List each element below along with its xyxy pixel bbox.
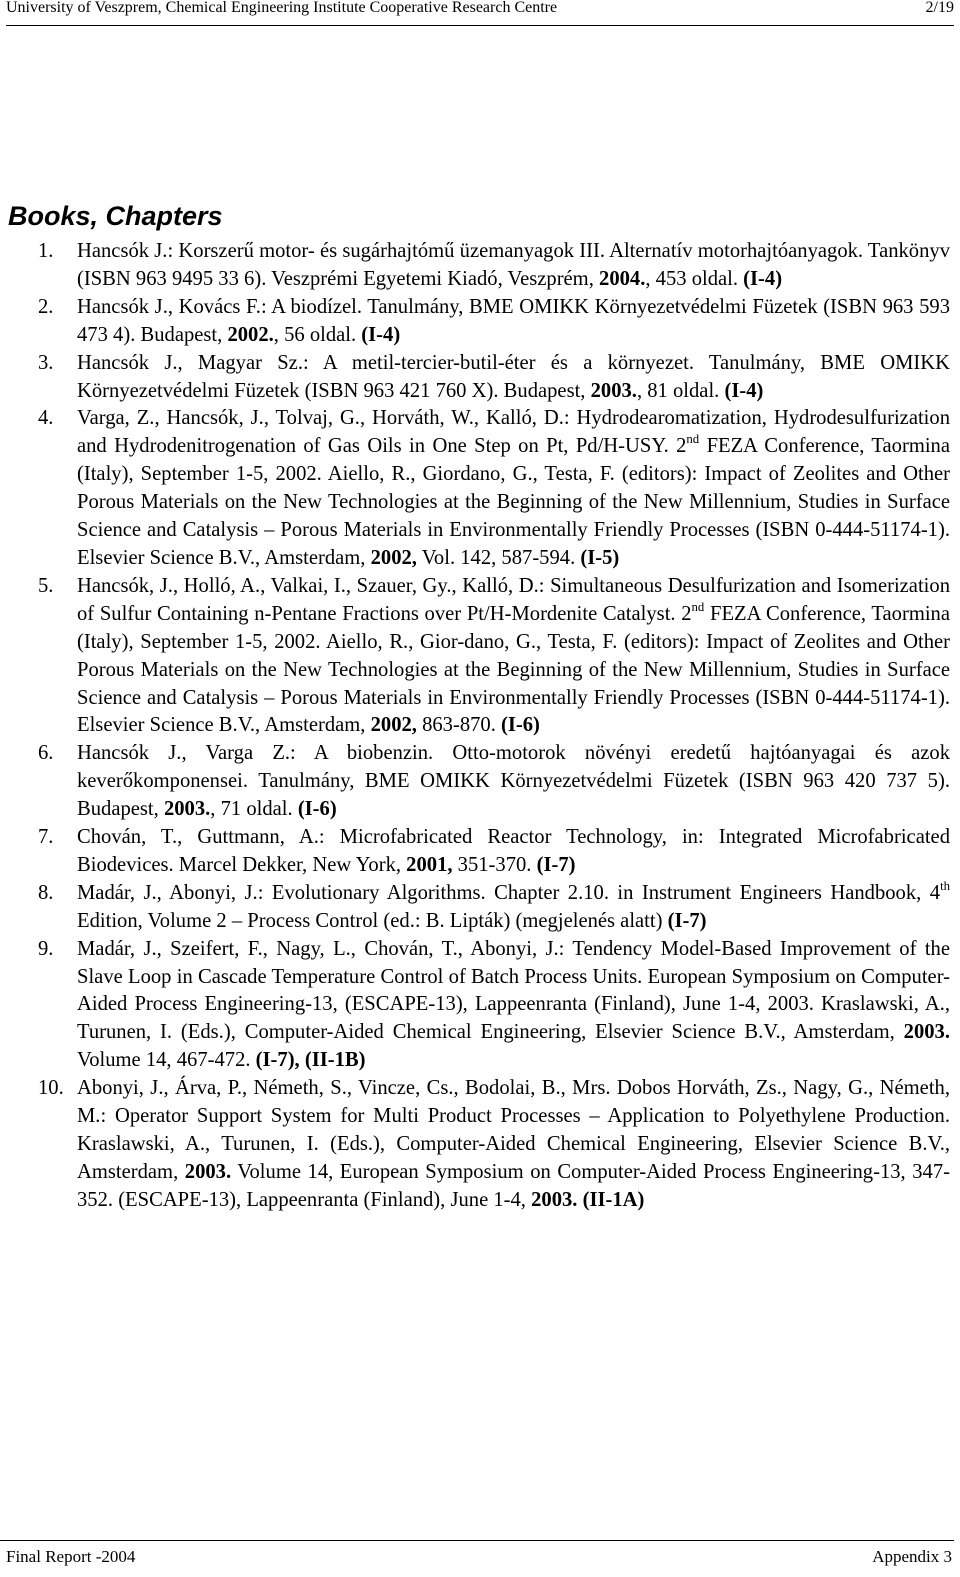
section-title: Books, Chapters xyxy=(8,201,223,231)
reference-text xyxy=(77,405,950,572)
reference-text-segment: Varga, Z., Hancsók, J., Tolvaj, G., Horváth, W., Kalló, D.: Hydrodearomatization, Hydrodesulfurization and Hydrodenitrogenation of Gas Oils in One Step on Pt, Pd/H-USY. 2 xyxy=(77,407,950,458)
reference-text xyxy=(77,573,950,740)
reference-emphasis: 2003. xyxy=(163,798,211,821)
reference-text-segment: , 453 oldal. xyxy=(645,267,744,290)
reference-text-segment: Hancsók J., Magyar Sz.: A metil-tercier-butil-éter és a környezet. Tanulmány, BME OMIKK Környezetvédelmi Füzetek (ISBN 963 421 760 X). Budapest, xyxy=(77,351,950,402)
reference-text-segment: Hancsók J., Varga Z.: A biobenzin. Otto-motorok növényi eredetű hajtóanyagai és azok keverőkomponensei. Tanulmány, BME OMIKK Környezetvédelmi Füzetek (ISBN 963 420 737 5). Budapest, xyxy=(77,742,950,821)
reference-emphasis: (I-4) xyxy=(361,323,401,346)
reference-item xyxy=(0,1075,950,1215)
reference-text xyxy=(77,238,950,294)
reference-number: 6. xyxy=(38,742,54,765)
reference-number: 1. xyxy=(38,240,54,262)
header-divider xyxy=(6,25,954,26)
reference-text-segment: Chován, T., Guttmann, A.: Microfabricated Reactor Technology, in: Integrated Microfabricated Biodevices. Marcel Dekker, New York, xyxy=(77,826,950,876)
reference-text-segment: , 71 oldal. xyxy=(210,798,298,821)
reference-text xyxy=(77,936,950,1076)
reference-number: 3. xyxy=(38,351,54,374)
reference-number: 4. xyxy=(38,407,54,430)
reference-text xyxy=(77,350,950,406)
reference-text-segment: Vol. 142, 587-594. xyxy=(416,546,581,569)
reference-item xyxy=(0,294,950,350)
reference-item xyxy=(0,740,950,824)
reference-text-segment: Hancsók J.: Korszerű motor- és sugárhajtómű üzemanyagok III. Alternatív motorhajtóanyagok. Tankönyv (ISBN 963 9495 33 6). Veszprémi Egyetemi Kiadó, Veszprém, xyxy=(77,240,950,290)
reference-emphasis: 2002, xyxy=(370,714,417,737)
reference-emphasis: (I-5) xyxy=(580,546,620,569)
reference-text-segment: FEZA Conference, Taormina (Italy), September 1-5, 2002. Aiello, R., Giordano, G., Testa, F. (editors): Impact of Zeolites and Other Porous Materials on the New Technologies at the Beginning of the New Millennium, Studies in Surface Science and Catalysis – Porous Materials in Environmentally Friendly Processes (ISBN 0-444-51174-1). Elsevier Science B.V., Amsterdam, xyxy=(77,435,950,569)
reference-number: 2. xyxy=(38,295,54,318)
reference-text-segment: 351-370. xyxy=(452,853,537,876)
reference-text xyxy=(77,740,950,824)
reference-emphasis: 2004. xyxy=(599,267,646,290)
reference-emphasis: (I-4) xyxy=(743,267,783,290)
reference-text-segment: Volume 14, European Symposium on Computer-Aided Process Engineering-13, 347-352. (ESCAPE-13), Lappeenranta (Finland), June 1-4, xyxy=(77,1160,950,1211)
reference-text-segment: , 56 oldal. xyxy=(273,323,362,346)
reference-text xyxy=(77,824,950,880)
reference-superscript: nd xyxy=(691,599,705,614)
reference-emphasis: 2002, xyxy=(370,546,417,569)
reference-item xyxy=(0,573,950,740)
reference-emphasis: 2003. xyxy=(590,379,637,402)
reference-number: 7. xyxy=(38,826,54,849)
reference-item xyxy=(0,880,950,936)
reference-emphasis: 2003. xyxy=(184,1160,232,1183)
reference-text-segment: FEZA Conference, Taormina (Italy), September 1-5, 2002. Aiello, R., Gior-dano, G., Testa, F. (editors): Impact of Zeolites and Other Porous Materials on the New Technologies at the Beginning of the New Millennium, Studies in Surface Science and Catalysis – Porous Materials in Environmentally Friendly Processes (ISBN 0-444-51174-1). Elsevier Science B.V., Amsterdam, xyxy=(77,602,950,737)
reference-text-segment: Abonyi, J., Árva, P., Németh, S., Vincze, Cs., Bodolai, B., Mrs. Dobos Horváth, Zs., Nagy, G., Németh, M.: Operator Support System for Multi Product Processes – Application to Polyethylene Production. Kraslawski, A., Turunen, I. (Eds.), Computer-Aided Chemical Engineering, Elsevier Science B.V., Amsterdam, xyxy=(77,1077,950,1183)
page-header xyxy=(6,0,954,24)
reference-text-segment: Madár, J., Abonyi, J.: Evolutionary Algorithms. Chapter 2.10. in Instrument Engineers Handbook, 4 xyxy=(77,881,941,904)
reference-emphasis: (I-4) xyxy=(724,379,764,402)
reference-superscript: th xyxy=(940,878,950,893)
reference-emphasis: 2003. xyxy=(903,1021,950,1044)
reference-number: 10. xyxy=(38,1077,64,1100)
header-page-number: 2/19 xyxy=(925,0,954,16)
reference-text-segment: Hancsók J., Kovács F.: A biodízel. Tanulmány, BME OMIKK Környezetvédelmi Füzetek (ISBN 963 593 473 4). Budapest, xyxy=(77,295,950,346)
reference-superscript: nd xyxy=(686,432,700,447)
reference-emphasis: (II-1A) xyxy=(582,1188,645,1211)
reference-item xyxy=(0,350,950,406)
reference-text-segment: Hancsók, J., Holló, A., Valkai, I., Szauer, Gy., Kalló, D.: Simultaneous Desulfurization and Isomerization of Sulfur Containing n-Pentane Fractions over Pt/H-Mordenite Catalyst. 2 xyxy=(77,574,950,625)
reference-emphasis: (I-7) xyxy=(667,909,707,932)
reference-emphasis: (I-6) xyxy=(501,714,540,737)
reference-text xyxy=(77,1075,950,1215)
reference-emphasis: 2003. xyxy=(531,1188,578,1211)
reference-emphasis: (I-7), (II-1B) xyxy=(255,1049,366,1072)
reference-emphasis: 2002. xyxy=(227,323,274,346)
reference-text-segment: 863-870. xyxy=(416,714,502,737)
reference-text-segment: Volume 14, 467-472. xyxy=(77,1049,256,1072)
reference-item xyxy=(0,238,950,294)
reference-item xyxy=(0,824,950,880)
footer-appendix-label: Appendix 3 xyxy=(872,1547,952,1566)
footer-report-title: Final Report -2004 xyxy=(6,1547,136,1566)
reference-item xyxy=(0,936,950,1076)
page-footer xyxy=(6,1546,952,1568)
reference-emphasis: (I-7) xyxy=(536,853,576,876)
reference-emphasis: 2001, xyxy=(406,853,453,876)
reference-number: 8. xyxy=(38,881,54,904)
reference-text-segment: Madár, J., Szeifert, F., Nagy, L., Chován, T., Abonyi, J.: Tendency Model-Based Improvement of the Slave Loop in Cascade Temperature Control of Batch Process Units. European Symposium on Computer-Aided Process Engineering-13, (ESCAPE-13), Lappeenranta (Finland), June 1-4, 2003. Kraslawski, A., Turunen, I. (Eds.), Computer-Aided Chemical Engineering, Elsevier Science B.V., Amsterdam, xyxy=(77,937,950,1044)
reference-text-segment: , 81 oldal. xyxy=(636,379,725,402)
reference-number: 9. xyxy=(38,937,54,960)
footer-divider xyxy=(0,1540,954,1541)
reference-list xyxy=(0,238,950,1215)
header-institution: University of Veszprem, Chemical Engineering Institute Cooperative Research Centre xyxy=(6,0,558,16)
reference-item xyxy=(0,405,950,572)
reference-number: 5. xyxy=(38,574,54,597)
reference-text xyxy=(77,880,950,936)
reference-text xyxy=(77,294,950,350)
reference-emphasis: (I-6) xyxy=(297,798,337,821)
reference-text-segment: Edition, Volume 2 – Process Control (ed.: B. Lipták) (megjelenés alatt) xyxy=(77,909,668,932)
